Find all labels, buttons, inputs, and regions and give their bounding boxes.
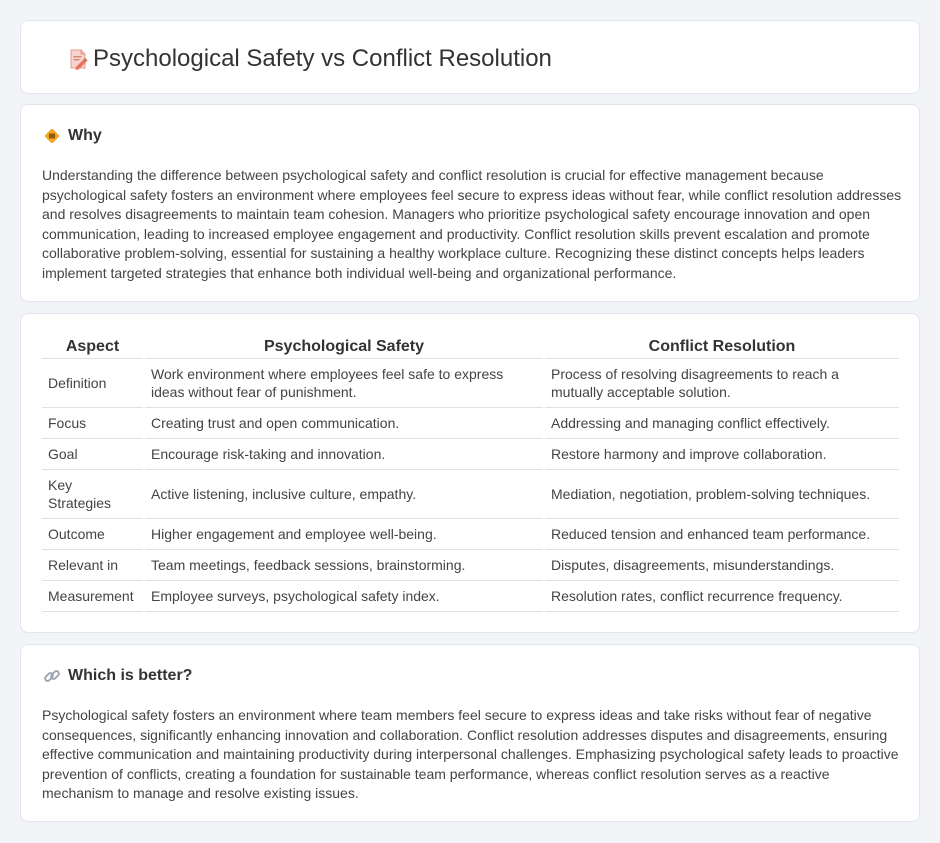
aspect-cell: Goal: [42, 439, 144, 470]
column-header-conflict-resolution: Conflict Resolution: [544, 335, 899, 359]
diamond-warning-icon: [43, 127, 61, 145]
aspect-cell: Key Strategies: [42, 470, 144, 519]
better-body: Psychological safety fosters an environment where team members feel secure to express ideas and take risks without fear of negative consequences, significantly enhancing innovation and collaboration. Conflict resolution addresses disputes and disagreements, ensuring effective communication and maintaining productivity during interpersonal challenges. Emphasizing psychological safety leads to proactive prevention of conflicts, creating a foundation for sustainable team performance, whereas conflict resolution serves as a reactive mechanism to manage and resolve existing issues.: [42, 707, 899, 802]
psychological-safety-cell: Creating trust and open communication.: [144, 408, 544, 439]
link-icon: [43, 667, 61, 685]
why-heading: Why: [68, 127, 102, 144]
table-row: [42, 519, 899, 550]
better-heading-row: [43, 667, 192, 685]
comparison-table: [42, 335, 899, 612]
aspect-cell: Focus: [42, 408, 144, 439]
aspect-cell: Definition: [42, 359, 144, 408]
conflict-resolution-cell: Resolution rates, conflict recurrence frequency.: [544, 581, 899, 612]
document-pencil-icon: [67, 48, 89, 70]
title-card: [20, 20, 920, 94]
table-row: [42, 550, 899, 581]
why-section: [20, 104, 920, 302]
psychological-safety-cell: Active listening, inclusive culture, empathy.: [144, 470, 544, 519]
column-header-psychological-safety: Psychological Safety: [144, 335, 544, 359]
table-row: [42, 470, 899, 519]
better-heading: Which is better?: [68, 667, 193, 684]
conflict-resolution-cell: Disputes, disagreements, misunderstandings.: [544, 550, 899, 581]
table-header-row: [42, 335, 899, 359]
table-row: [42, 408, 899, 439]
psychological-safety-cell: Employee surveys, psychological safety index.: [144, 581, 544, 612]
conflict-resolution-cell: Restore harmony and improve collaboration.: [544, 439, 899, 470]
conflict-resolution-cell: Reduced tension and enhanced team performance.: [544, 519, 899, 550]
conflict-resolution-cell: Process of resolving disagreements to reach a mutually acceptable solution.: [544, 359, 899, 408]
why-body: Understanding the difference between psychological safety and conflict resolution is crucial for effective management because psychological safety fosters an environment where employees feel secure to express ideas without fear, while conflict resolution addresses and resolves disagreements to maintain team cohesion. Managers who prioritize psychological safety encourage innovation and open communication, leading to increased employee engagement and productivity. Conflict resolution skills prevent escalation and promote collaborative problem-solving, essential for sustaining a healthy workplace culture. Recognizing these distinct concepts helps leaders implement targeted strategies that enhance both individual well-being and organizational performance.: [42, 167, 902, 281]
page-title: Psychological Safety vs Conflict Resolution: [93, 45, 552, 72]
aspect-cell: Measurement: [42, 581, 144, 612]
psychological-safety-cell: Encourage risk-taking and innovation.: [144, 439, 544, 470]
psychological-safety-cell: Team meetings, feedback sessions, brainstorming.: [144, 550, 544, 581]
comparison-section: [20, 313, 920, 633]
aspect-cell: Relevant in: [42, 550, 144, 581]
table-row: [42, 581, 899, 612]
table-row: [42, 439, 899, 470]
table-row: [42, 359, 899, 408]
psychological-safety-cell: Higher engagement and employee well-being.: [144, 519, 544, 550]
which-is-better-section: [20, 644, 920, 822]
psychological-safety-cell: Work environment where employees feel safe to express ideas without fear of punishment.: [144, 359, 544, 408]
aspect-cell: Outcome: [42, 519, 144, 550]
conflict-resolution-cell: Addressing and managing conflict effectively.: [544, 408, 899, 439]
why-heading-row: [43, 127, 102, 145]
conflict-resolution-cell: Mediation, negotiation, problem-solving techniques.: [544, 470, 899, 519]
column-header-aspect: Aspect: [42, 335, 144, 359]
